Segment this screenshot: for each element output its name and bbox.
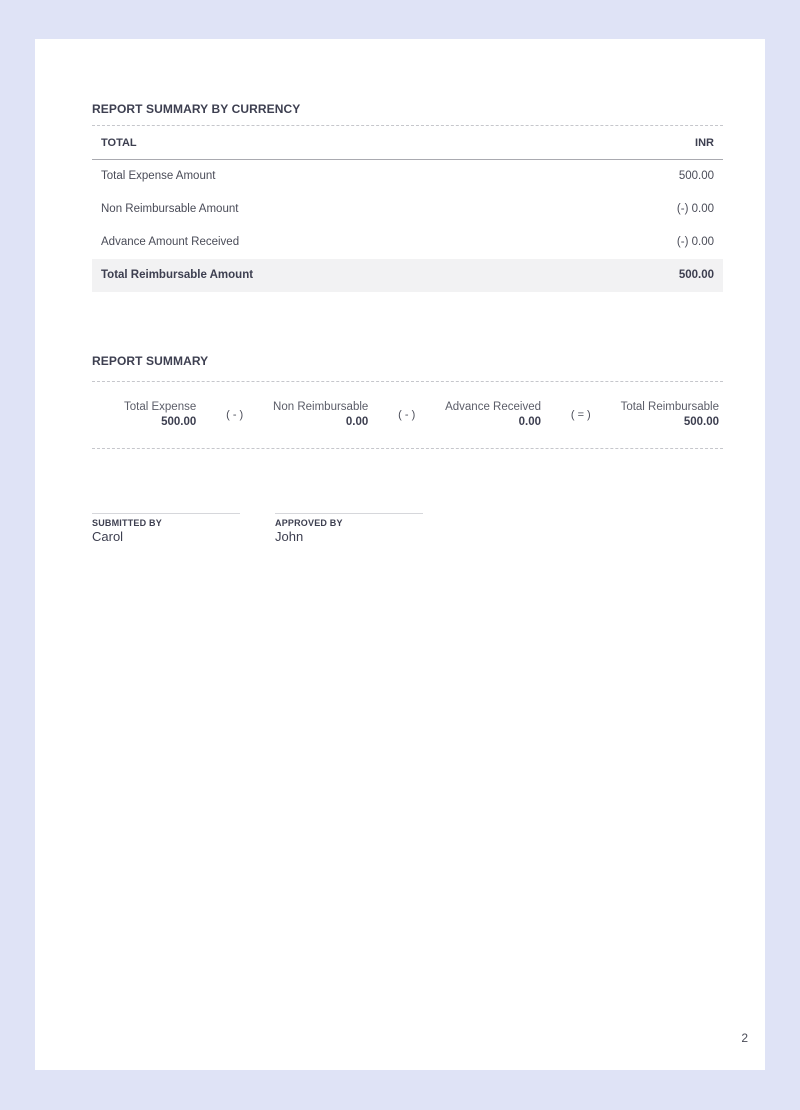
summary-total-reimbursable: [621, 400, 719, 430]
row-label: Non Reimbursable Amount: [101, 203, 239, 215]
row-label: Advance Amount Received: [101, 236, 240, 248]
table-row: [92, 193, 723, 226]
summary-value: 0.00: [345, 416, 369, 428]
total-row: [92, 259, 723, 292]
signature-name: Carol: [92, 529, 124, 544]
summary-label: Non Reimbursable: [273, 401, 369, 413]
section-title: REPORT SUMMARY: [92, 354, 209, 368]
minus-operator: ( - ): [226, 409, 244, 421]
summary-value: 500.00: [683, 416, 719, 428]
equals-operator: ( = ): [570, 409, 591, 421]
header-total-label: TOTAL: [101, 137, 137, 149]
report-summary-section: [92, 353, 723, 449]
approved-by-signature: [275, 513, 423, 544]
signature-label: APPROVED BY: [275, 518, 343, 528]
signature-label: SUBMITTED BY: [92, 518, 162, 528]
summary-advance-received: [445, 400, 541, 430]
section-title: REPORT SUMMARY BY CURRENCY: [92, 102, 301, 116]
total-label: Total Reimbursable Amount: [101, 269, 254, 281]
report-page: [35, 39, 765, 1070]
summary-equation: [92, 382, 723, 449]
table-row: [92, 226, 723, 259]
summary-label: Total Reimbursable: [620, 401, 719, 413]
minus-operator: ( - ): [398, 409, 416, 421]
row-value: 500.00: [678, 170, 714, 182]
summary-label: Total Expense: [124, 401, 197, 413]
row-label: Total Expense Amount: [101, 170, 216, 182]
table-header: [92, 126, 723, 160]
summary-label: Advance Received: [445, 401, 541, 413]
row-value: (-) 0.00: [676, 203, 714, 215]
submitted-by-signature: [92, 513, 240, 544]
summary-non-reimbursable: [273, 400, 368, 430]
table-row: [92, 160, 723, 193]
header-currency: INR: [695, 137, 714, 149]
currency-summary-section: [92, 101, 723, 292]
summary-value: 500.00: [161, 416, 197, 428]
row-value: (-) 0.00: [676, 236, 714, 248]
signature-name: John: [275, 529, 304, 544]
summary-total-expense: [124, 400, 196, 430]
total-value: 500.00: [678, 269, 714, 281]
summary-value: 0.00: [518, 416, 541, 428]
page-number: 2: [741, 1031, 748, 1045]
